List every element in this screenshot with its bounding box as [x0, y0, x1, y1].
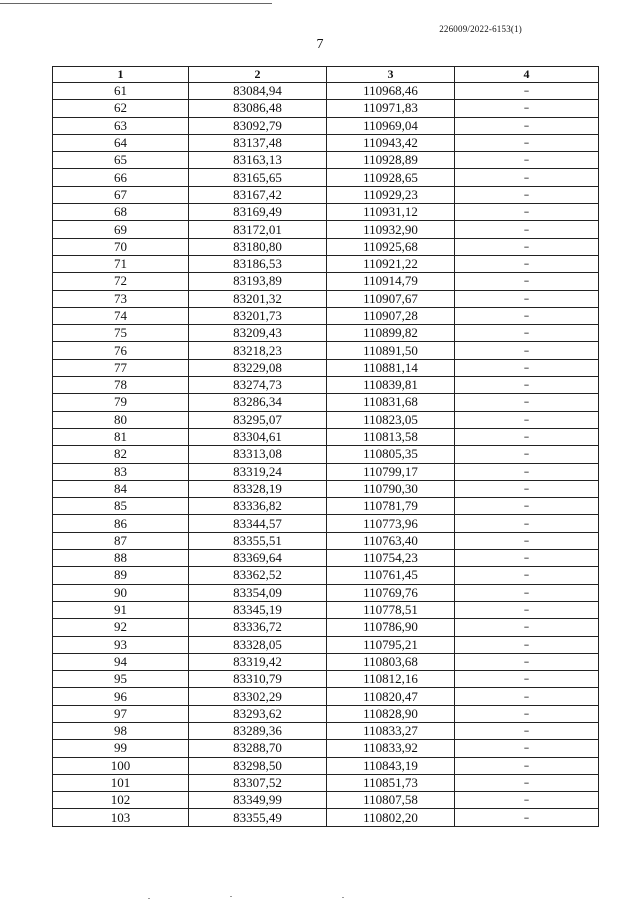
y-coordinate-cell: 110802,20 [327, 809, 455, 826]
y-coordinate-cell: 110928,65 [327, 169, 455, 186]
note-cell: – [455, 757, 599, 774]
point-number-cell: 103 [53, 809, 189, 826]
point-number-cell: 67 [53, 186, 189, 203]
note-cell: – [455, 550, 599, 567]
y-coordinate-cell: 110907,67 [327, 290, 455, 307]
table-row [53, 584, 599, 601]
table-row [53, 688, 599, 705]
point-number-cell: 79 [53, 394, 189, 411]
y-coordinate-cell: 110932,90 [327, 221, 455, 238]
note-cell: – [455, 532, 599, 549]
point-number-cell: 75 [53, 325, 189, 342]
note-cell: – [455, 342, 599, 359]
y-coordinate-cell: 110929,23 [327, 186, 455, 203]
note-cell: – [455, 722, 599, 739]
y-coordinate-cell: 110968,46 [327, 83, 455, 100]
y-coordinate-cell: 110833,92 [327, 740, 455, 757]
x-coordinate-cell: 83193,89 [189, 273, 327, 290]
note-cell: – [455, 83, 599, 100]
point-number-cell: 69 [53, 221, 189, 238]
note-cell: – [455, 671, 599, 688]
point-number-cell: 92 [53, 619, 189, 636]
note-cell: – [455, 186, 599, 203]
table-row [53, 204, 599, 221]
x-coordinate-cell: 83319,24 [189, 463, 327, 480]
column-header-1: 1 [53, 67, 189, 83]
point-number-cell: 64 [53, 134, 189, 151]
table-row [53, 117, 599, 134]
note-cell: – [455, 446, 599, 463]
y-coordinate-cell: 110805,35 [327, 446, 455, 463]
table-header-row [53, 67, 599, 83]
point-number-cell: 96 [53, 688, 189, 705]
note-cell: – [455, 117, 599, 134]
x-coordinate-cell: 83169,49 [189, 204, 327, 221]
table-row [53, 463, 599, 480]
x-coordinate-cell: 83180,80 [189, 238, 327, 255]
table-row [53, 601, 599, 618]
table-row [53, 428, 599, 445]
table-row [53, 722, 599, 739]
point-number-cell: 82 [53, 446, 189, 463]
note-cell: – [455, 307, 599, 324]
table-row [53, 757, 599, 774]
point-number-cell: 63 [53, 117, 189, 134]
y-coordinate-cell: 110813,58 [327, 428, 455, 445]
table-row [53, 567, 599, 584]
table-row [53, 134, 599, 151]
scan-speck [148, 898, 150, 899]
table-row [53, 152, 599, 169]
note-cell: – [455, 567, 599, 584]
note-cell: – [455, 515, 599, 532]
y-coordinate-cell: 110881,14 [327, 359, 455, 376]
x-coordinate-cell: 83355,49 [189, 809, 327, 826]
x-coordinate-cell: 83201,32 [189, 290, 327, 307]
page-number: 7 [316, 37, 324, 52]
y-coordinate-cell: 110843,19 [327, 757, 455, 774]
note-cell: – [455, 290, 599, 307]
y-coordinate-cell: 110773,96 [327, 515, 455, 532]
note-cell: – [455, 792, 599, 809]
table-row [53, 411, 599, 428]
x-coordinate-cell: 83349,99 [189, 792, 327, 809]
point-number-cell: 74 [53, 307, 189, 324]
note-cell: – [455, 740, 599, 757]
point-number-cell: 77 [53, 359, 189, 376]
column-header-3: 3 [327, 67, 455, 83]
y-coordinate-cell: 110969,04 [327, 117, 455, 134]
x-coordinate-cell: 83209,43 [189, 325, 327, 342]
x-coordinate-cell: 83369,64 [189, 550, 327, 567]
note-cell: – [455, 705, 599, 722]
x-coordinate-cell: 83201,73 [189, 307, 327, 324]
table-row [53, 809, 599, 826]
x-coordinate-cell: 83336,72 [189, 619, 327, 636]
point-number-cell: 62 [53, 100, 189, 117]
note-cell: – [455, 359, 599, 376]
note-cell: – [455, 809, 599, 826]
point-number-cell: 80 [53, 411, 189, 428]
note-cell: – [455, 480, 599, 497]
table-row [53, 186, 599, 203]
note-cell: – [455, 463, 599, 480]
column-header-2: 2 [189, 67, 327, 83]
document-number: 226009/2022-6153(1) [439, 24, 522, 34]
x-coordinate-cell: 83302,29 [189, 688, 327, 705]
x-coordinate-cell: 83344,57 [189, 515, 327, 532]
column-header-4: 4 [455, 67, 599, 83]
y-coordinate-cell: 110925,68 [327, 238, 455, 255]
point-number-cell: 102 [53, 792, 189, 809]
x-coordinate-cell: 83229,08 [189, 359, 327, 376]
note-cell: – [455, 619, 599, 636]
y-coordinate-cell: 110778,51 [327, 601, 455, 618]
scan-speck [230, 896, 232, 897]
x-coordinate-cell: 83293,62 [189, 705, 327, 722]
y-coordinate-cell: 110971,83 [327, 100, 455, 117]
note-cell: – [455, 204, 599, 221]
note-cell: – [455, 584, 599, 601]
point-number-cell: 73 [53, 290, 189, 307]
x-coordinate-cell: 83310,79 [189, 671, 327, 688]
table-row [53, 480, 599, 497]
x-coordinate-cell: 83319,42 [189, 653, 327, 670]
x-coordinate-cell: 83345,19 [189, 601, 327, 618]
table-row [53, 740, 599, 757]
point-number-cell: 83 [53, 463, 189, 480]
point-number-cell: 93 [53, 636, 189, 653]
top-rule [0, 3, 272, 4]
y-coordinate-cell: 110812,16 [327, 671, 455, 688]
x-coordinate-cell: 83137,48 [189, 134, 327, 151]
table-row [53, 377, 599, 394]
point-number-cell: 85 [53, 498, 189, 515]
y-coordinate-cell: 110786,90 [327, 619, 455, 636]
table-row [53, 83, 599, 100]
x-coordinate-cell: 83286,34 [189, 394, 327, 411]
x-coordinate-cell: 83218,23 [189, 342, 327, 359]
point-number-cell: 87 [53, 532, 189, 549]
note-cell: – [455, 774, 599, 791]
point-number-cell: 78 [53, 377, 189, 394]
point-number-cell: 95 [53, 671, 189, 688]
y-coordinate-cell: 110823,05 [327, 411, 455, 428]
y-coordinate-cell: 110831,68 [327, 394, 455, 411]
table-row [53, 705, 599, 722]
point-number-cell: 61 [53, 83, 189, 100]
x-coordinate-cell: 83295,07 [189, 411, 327, 428]
x-coordinate-cell: 83163,13 [189, 152, 327, 169]
point-number-cell: 72 [53, 273, 189, 290]
y-coordinate-cell: 110907,28 [327, 307, 455, 324]
note-cell: – [455, 152, 599, 169]
note-cell: – [455, 653, 599, 670]
table-row [53, 273, 599, 290]
point-number-cell: 68 [53, 204, 189, 221]
point-number-cell: 94 [53, 653, 189, 670]
y-coordinate-cell: 110851,73 [327, 774, 455, 791]
y-coordinate-cell: 110807,58 [327, 792, 455, 809]
note-cell: – [455, 636, 599, 653]
table-row [53, 307, 599, 324]
point-number-cell: 99 [53, 740, 189, 757]
y-coordinate-cell: 110754,23 [327, 550, 455, 567]
x-coordinate-cell: 83289,36 [189, 722, 327, 739]
note-cell: – [455, 394, 599, 411]
x-coordinate-cell: 83167,42 [189, 186, 327, 203]
x-coordinate-cell: 83336,82 [189, 498, 327, 515]
note-cell: – [455, 601, 599, 618]
x-coordinate-cell: 83354,09 [189, 584, 327, 601]
y-coordinate-cell: 110899,82 [327, 325, 455, 342]
table-row [53, 342, 599, 359]
note-cell: – [455, 498, 599, 515]
point-number-cell: 91 [53, 601, 189, 618]
point-number-cell: 76 [53, 342, 189, 359]
x-coordinate-cell: 83172,01 [189, 221, 327, 238]
note-cell: – [455, 221, 599, 238]
point-number-cell: 98 [53, 722, 189, 739]
y-coordinate-cell: 110943,42 [327, 134, 455, 151]
table-row [53, 255, 599, 272]
table-row [53, 671, 599, 688]
y-coordinate-cell: 110921,22 [327, 255, 455, 272]
y-coordinate-cell: 110803,68 [327, 653, 455, 670]
point-number-cell: 84 [53, 480, 189, 497]
x-coordinate-cell: 83165,65 [189, 169, 327, 186]
y-coordinate-cell: 110769,76 [327, 584, 455, 601]
note-cell: – [455, 411, 599, 428]
table-row [53, 394, 599, 411]
table-row [53, 498, 599, 515]
x-coordinate-cell: 83328,19 [189, 480, 327, 497]
point-number-cell: 90 [53, 584, 189, 601]
x-coordinate-cell: 83355,51 [189, 532, 327, 549]
point-number-cell: 101 [53, 774, 189, 791]
x-coordinate-cell: 83298,50 [189, 757, 327, 774]
scan-speck [342, 897, 344, 898]
x-coordinate-cell: 83084,94 [189, 83, 327, 100]
x-coordinate-cell: 83307,52 [189, 774, 327, 791]
x-coordinate-cell: 83086,48 [189, 100, 327, 117]
table-row [53, 221, 599, 238]
y-coordinate-cell: 110891,50 [327, 342, 455, 359]
y-coordinate-cell: 110828,90 [327, 705, 455, 722]
y-coordinate-cell: 110763,40 [327, 532, 455, 549]
coordinates-table-container [52, 66, 598, 827]
table-row [53, 774, 599, 791]
x-coordinate-cell: 83092,79 [189, 117, 327, 134]
y-coordinate-cell: 110914,79 [327, 273, 455, 290]
note-cell: – [455, 100, 599, 117]
table-row [53, 169, 599, 186]
note-cell: – [455, 238, 599, 255]
y-coordinate-cell: 110795,21 [327, 636, 455, 653]
point-number-cell: 65 [53, 152, 189, 169]
note-cell: – [455, 428, 599, 445]
table-row [53, 792, 599, 809]
note-cell: – [455, 134, 599, 151]
point-number-cell: 71 [53, 255, 189, 272]
y-coordinate-cell: 110928,89 [327, 152, 455, 169]
table-row [53, 653, 599, 670]
point-number-cell: 81 [53, 428, 189, 445]
coordinates-table [52, 66, 599, 827]
note-cell: – [455, 273, 599, 290]
x-coordinate-cell: 83313,08 [189, 446, 327, 463]
table-row [53, 515, 599, 532]
note-cell: – [455, 377, 599, 394]
x-coordinate-cell: 83362,52 [189, 567, 327, 584]
table-row [53, 290, 599, 307]
point-number-cell: 89 [53, 567, 189, 584]
y-coordinate-cell: 110781,79 [327, 498, 455, 515]
y-coordinate-cell: 110790,30 [327, 480, 455, 497]
point-number-cell: 70 [53, 238, 189, 255]
table-row [53, 100, 599, 117]
table-row [53, 238, 599, 255]
table-row [53, 359, 599, 376]
table-row [53, 446, 599, 463]
x-coordinate-cell: 83304,61 [189, 428, 327, 445]
x-coordinate-cell: 83274,73 [189, 377, 327, 394]
point-number-cell: 97 [53, 705, 189, 722]
y-coordinate-cell: 110799,17 [327, 463, 455, 480]
y-coordinate-cell: 110820,47 [327, 688, 455, 705]
point-number-cell: 66 [53, 169, 189, 186]
x-coordinate-cell: 83186,53 [189, 255, 327, 272]
y-coordinate-cell: 110931,12 [327, 204, 455, 221]
x-coordinate-cell: 83288,70 [189, 740, 327, 757]
note-cell: – [455, 688, 599, 705]
point-number-cell: 88 [53, 550, 189, 567]
table-row [53, 550, 599, 567]
y-coordinate-cell: 110761,45 [327, 567, 455, 584]
note-cell: – [455, 255, 599, 272]
note-cell: – [455, 325, 599, 342]
y-coordinate-cell: 110833,27 [327, 722, 455, 739]
table-row [53, 636, 599, 653]
note-cell: – [455, 169, 599, 186]
table-row [53, 619, 599, 636]
x-coordinate-cell: 83328,05 [189, 636, 327, 653]
table-body [53, 83, 599, 827]
y-coordinate-cell: 110839,81 [327, 377, 455, 394]
point-number-cell: 86 [53, 515, 189, 532]
table-row [53, 325, 599, 342]
point-number-cell: 100 [53, 757, 189, 774]
table-row [53, 532, 599, 549]
